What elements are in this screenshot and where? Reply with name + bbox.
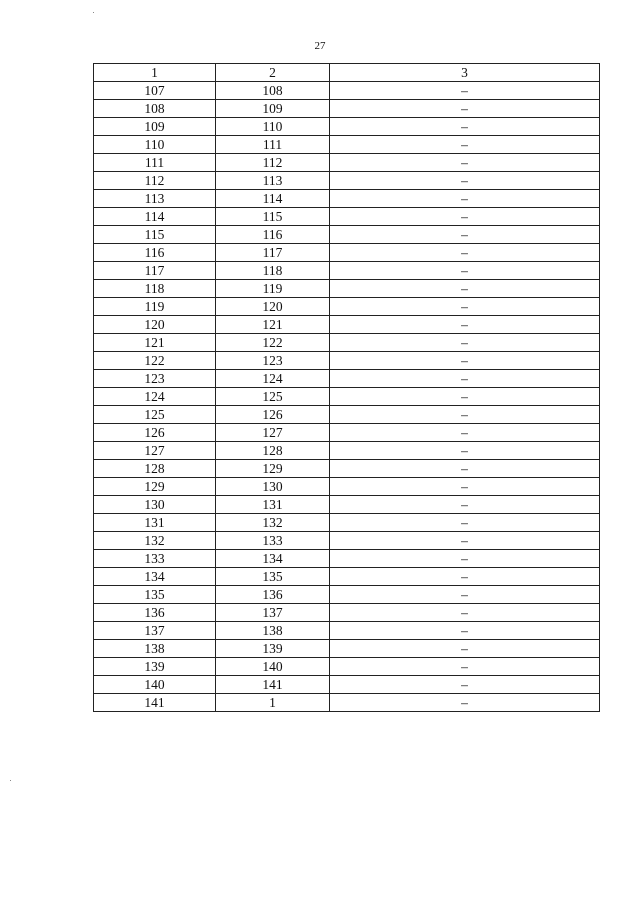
table-cell-col-3: – [330,388,600,406]
table-row [94,172,600,190]
table-cell-col-3: – [330,82,600,100]
table-cell-col-1: 130 [94,496,216,514]
table-cell-col-2: 141 [216,676,330,694]
table-header [94,64,600,82]
page-number: 27 [314,40,326,52]
table-cell-col-3: – [330,226,600,244]
table-cell-col-1: 113 [94,190,216,208]
table-row [94,496,600,514]
table-cell-col-2: 130 [216,478,330,496]
table-row [94,100,600,118]
column-header-2: 2 [216,64,330,82]
table-cell-col-1: 126 [94,424,216,442]
table-cell-col-2: 131 [216,496,330,514]
table-cell-col-2: 117 [216,244,330,262]
table-cell-col-1: 112 [94,172,216,190]
scan-speck [93,12,94,13]
table-cell-col-2: 134 [216,550,330,568]
table-cell-col-3: – [330,694,600,712]
table-row [94,532,600,550]
table-cell-col-1: 124 [94,388,216,406]
table-cell-col-3: – [330,532,600,550]
table-row [94,370,600,388]
table-row [94,388,600,406]
table-cell-col-1: 135 [94,586,216,604]
table-cell-col-1: 118 [94,280,216,298]
table-cell-col-3: – [330,172,600,190]
table-cell-col-3: – [330,442,600,460]
table-cell-col-1: 136 [94,604,216,622]
table-cell-col-2: 138 [216,622,330,640]
table-cell-col-2: 126 [216,406,330,424]
table-cell-col-2: 127 [216,424,330,442]
table-row [94,622,600,640]
table-cell-col-3: – [330,514,600,532]
table-row [94,154,600,172]
table-cell-col-3: – [330,100,600,118]
table-cell-col-3: – [330,352,600,370]
table-cell-col-2: 135 [216,568,330,586]
table-cell-col-3: – [330,208,600,226]
table-cell-col-2: 123 [216,352,330,370]
table-row [94,262,600,280]
table-body [94,82,600,712]
table-cell-col-1: 111 [94,154,216,172]
table-cell-col-1: 108 [94,100,216,118]
table-cell-col-1: 119 [94,298,216,316]
table-cell-col-2: 125 [216,388,330,406]
table-cell-col-1: 107 [94,82,216,100]
table-row [94,442,600,460]
column-header-3: 3 [330,64,600,82]
table-row [94,82,600,100]
table-cell-col-1: 129 [94,478,216,496]
table-cell-col-3: – [330,406,600,424]
table-cell-col-3: – [330,622,600,640]
table-cell-col-1: 114 [94,208,216,226]
table-cell-col-1: 121 [94,334,216,352]
table-row [94,352,600,370]
table-cell-col-1: 138 [94,640,216,658]
table-cell-col-3: – [330,424,600,442]
table-row [94,694,600,712]
table-row [94,244,600,262]
table-row [94,568,600,586]
table-cell-col-1: 128 [94,460,216,478]
table-row [94,226,600,244]
table-cell-col-2: 110 [216,118,330,136]
table-cell-col-3: – [330,262,600,280]
table-cell-col-3: – [330,604,600,622]
table-cell-col-3: – [330,280,600,298]
table-row [94,316,600,334]
scan-speck [10,780,11,781]
table-row [94,280,600,298]
table-row [94,640,600,658]
table-cell-col-3: – [330,640,600,658]
table-cell-col-2: 119 [216,280,330,298]
table-cell-col-2: 137 [216,604,330,622]
table-row [94,406,600,424]
table-cell-col-1: 137 [94,622,216,640]
table-cell-col-2: 109 [216,100,330,118]
table-cell-col-3: – [330,316,600,334]
table-cell-col-1: 139 [94,658,216,676]
table-cell-col-1: 141 [94,694,216,712]
table-cell-col-2: 121 [216,316,330,334]
column-header-1: 1 [94,64,216,82]
table-cell-col-3: – [330,676,600,694]
table-cell-col-3: – [330,154,600,172]
table-header-row [94,64,600,82]
table-cell-col-2: 114 [216,190,330,208]
table-cell-col-3: – [330,334,600,352]
table-cell-col-1: 109 [94,118,216,136]
table-row [94,424,600,442]
table-cell-col-3: – [330,478,600,496]
table-cell-col-1: 122 [94,352,216,370]
table-cell-col-2: 140 [216,658,330,676]
table-cell-col-2: 108 [216,82,330,100]
table-row [94,460,600,478]
table-row [94,334,600,352]
table-row [94,136,600,154]
data-table [93,63,600,712]
table-cell-col-2: 120 [216,298,330,316]
table-cell-col-2: 124 [216,370,330,388]
table-cell-col-3: – [330,190,600,208]
table-cell-col-3: – [330,586,600,604]
table-row [94,514,600,532]
table-row [94,586,600,604]
table-cell-col-1: 133 [94,550,216,568]
table-cell-col-2: 132 [216,514,330,532]
table-cell-col-2: 111 [216,136,330,154]
table-row [94,208,600,226]
table-cell-col-2: 128 [216,442,330,460]
table-cell-col-2: 116 [216,226,330,244]
table-cell-col-1: 134 [94,568,216,586]
table-row [94,550,600,568]
table-cell-col-3: – [330,298,600,316]
table-cell-col-1: 123 [94,370,216,388]
table-row [94,676,600,694]
table-cell-col-2: 122 [216,334,330,352]
table-row [94,190,600,208]
table-cell-col-3: – [330,568,600,586]
table-cell-col-3: – [330,496,600,514]
table-cell-col-2: 129 [216,460,330,478]
table-cell-col-1: 132 [94,532,216,550]
table-cell-col-2: 115 [216,208,330,226]
table-cell-col-2: 113 [216,172,330,190]
table-cell-col-2: 112 [216,154,330,172]
table-cell-col-3: – [330,244,600,262]
table-cell-col-2: 139 [216,640,330,658]
table-row [94,118,600,136]
table-cell-col-3: – [330,370,600,388]
table-cell-col-3: – [330,550,600,568]
table-cell-col-1: 120 [94,316,216,334]
table-cell-col-2: 136 [216,586,330,604]
table-cell-col-1: 131 [94,514,216,532]
table-cell-col-3: – [330,460,600,478]
table-cell-col-1: 115 [94,226,216,244]
table-cell-col-1: 127 [94,442,216,460]
table-cell-col-2: 1 [216,694,330,712]
table-cell-col-3: – [330,118,600,136]
table-row [94,658,600,676]
table-cell-col-1: 125 [94,406,216,424]
table-row [94,298,600,316]
table-cell-col-3: – [330,658,600,676]
table-cell-col-3: – [330,136,600,154]
table-cell-col-1: 116 [94,244,216,262]
table-cell-col-2: 133 [216,532,330,550]
table-cell-col-1: 140 [94,676,216,694]
table-cell-col-2: 118 [216,262,330,280]
table-cell-col-1: 110 [94,136,216,154]
table-cell-col-1: 117 [94,262,216,280]
table-row [94,604,600,622]
table-row [94,478,600,496]
